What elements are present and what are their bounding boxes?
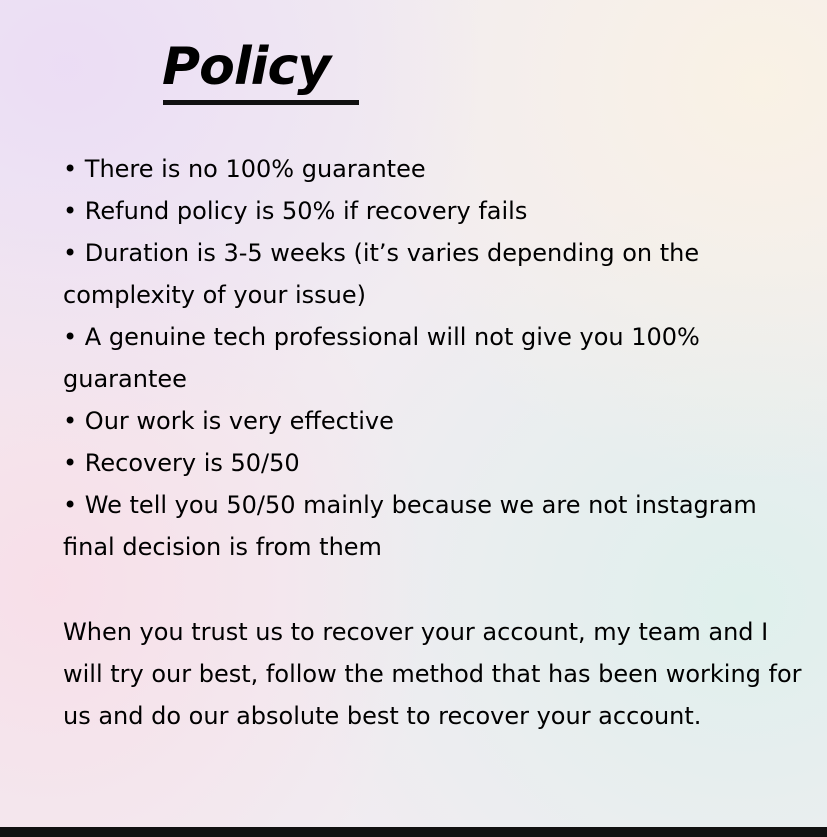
bottom-bar [0,827,827,837]
policy-item-professional: • A genuine tech professional will not give you 100% guarantee [63,316,808,400]
policy-item-refund: • Refund policy is 50% if recovery fails [63,190,808,232]
policy-item-reason: • We tell you 50/50 mainly because we are not instagram final decision is from them [63,484,808,568]
policy-item-effective: • Our work is very effective [63,400,808,442]
policy-item-recovery-odds: • Recovery is 50/50 [63,442,808,484]
closing-paragraph: When you trust us to recover your account, my team and I will try our best, follow the method that has been working for us and do our absolute best to recover your account. [63,618,802,730]
title-underline [163,100,359,105]
policy-item-guarantee: • There is no 100% guarantee [63,148,808,190]
page-title: Policy [162,37,331,97]
policy-list [63,148,808,568]
policy-item-duration: • Duration is 3-5 weeks (it’s varies depending on the complexity of your issue) [63,232,808,316]
